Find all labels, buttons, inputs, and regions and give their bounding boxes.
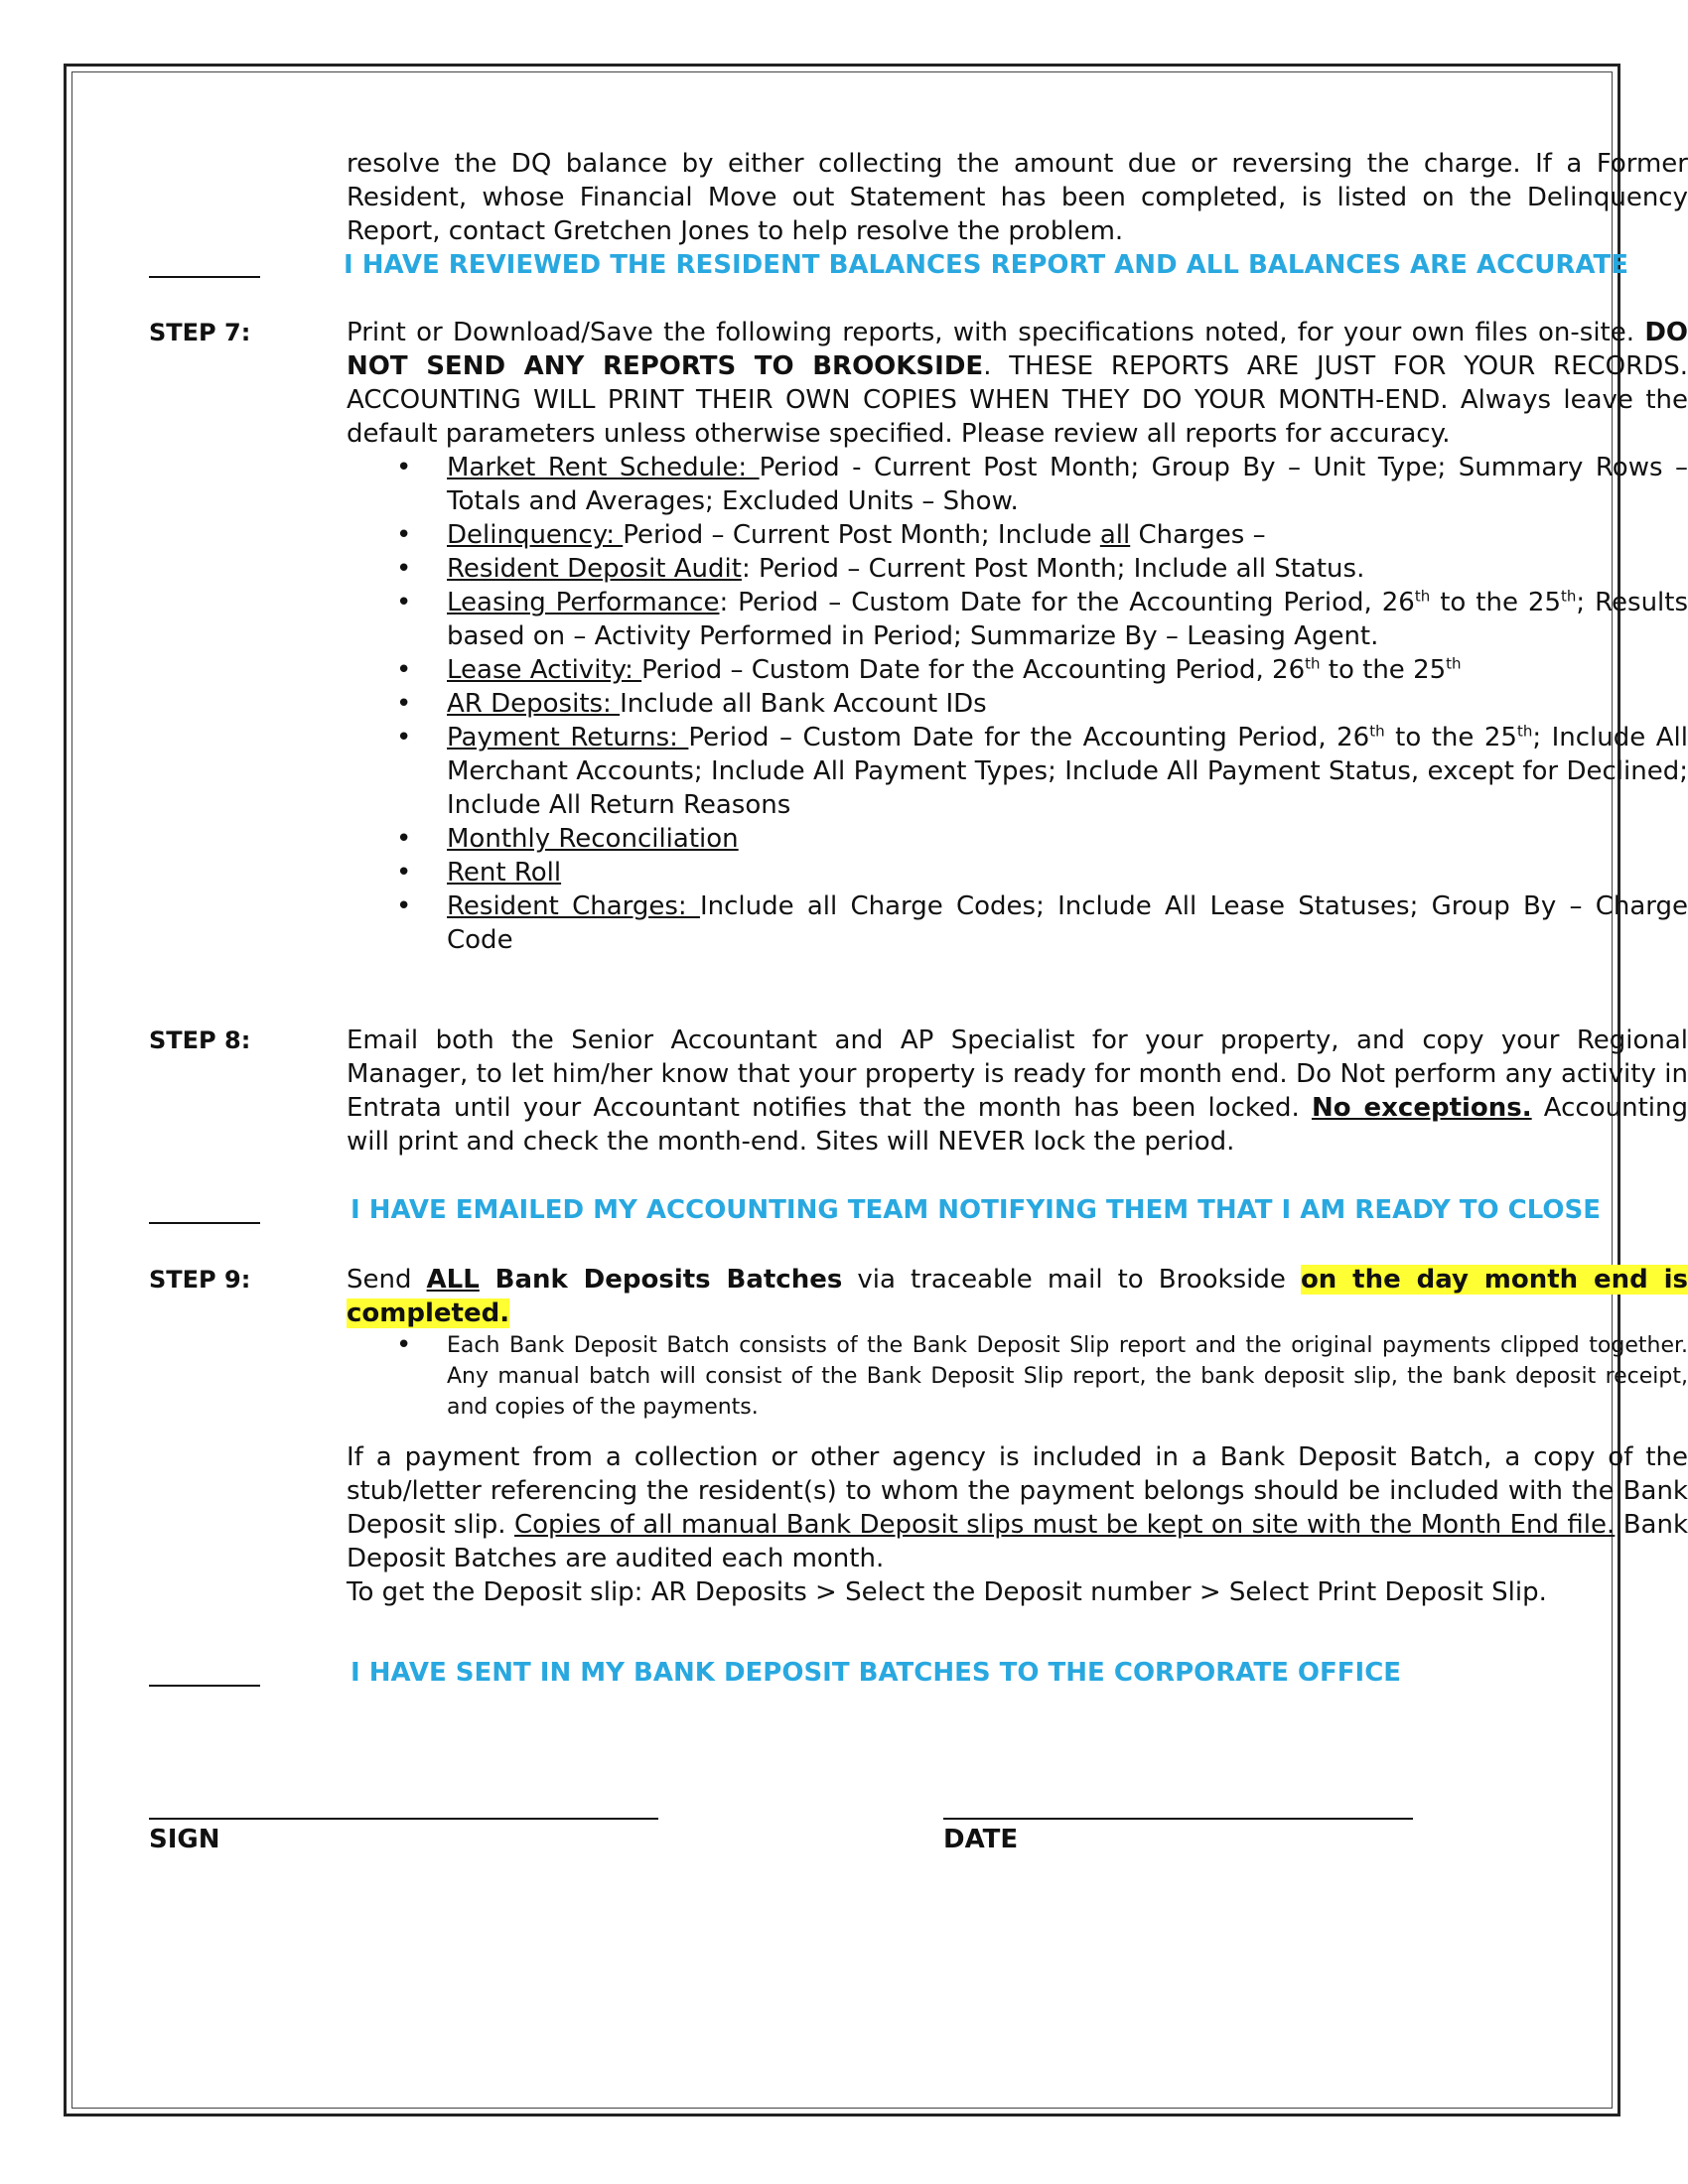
list-item: • Payment Returns: Period – Custom Date for the Accounting Period, 26th to the 25th; Include All Merchant Accounts; Include All Payment Types; Include All Payment Status, except for Declined; Include All Return Reasons: [347, 721, 1688, 822]
list-item: • Delinquency: Period – Current Post Month; Include all Charges –: [347, 518, 1688, 552]
list-item: • Lease Activity: Period – Custom Date for the Accounting Period, 26th to the 25th: [347, 653, 1688, 687]
list-item: • Each Bank Deposit Batch consists of the Bank Deposit Slip report and the original payments clipped together. Any manual batch will consist of the Bank Deposit Slip report, the bank deposit slip, the bank deposit receipt, and copies of the payments.: [347, 1330, 1688, 1423]
checkoff-blank-step8[interactable]: [149, 1222, 260, 1224]
list-item: • Monthly Reconciliation: [347, 822, 1688, 856]
step7-body: [347, 316, 1688, 957]
confirm-step9: I HAVE SENT IN MY BANK DEPOSIT BATCHES TO THE CORPORATE OFFICE: [351, 1658, 1402, 1688]
confirm-step8: I HAVE EMAILED MY ACCOUNTING TEAM NOTIFYING THEM THAT I AM READY TO CLOSE: [351, 1195, 1601, 1225]
date-line[interactable]: [943, 1818, 1413, 1820]
step9-bullets: [347, 1330, 1688, 1423]
highlighted-deadline: on the day month end is completed.: [347, 1265, 1688, 1328]
intro-paragraph: resolve the DQ balance by either collecting the amount due or reversing the charge. If a Former Resident, whose Financial Move out Statement has been completed, is listed on the Delinquency Report, contact Gretchen Jones to help resolve the problem.: [347, 149, 1688, 246]
date-label: DATE: [943, 1825, 1019, 1854]
step9-label: STEP 9:: [149, 1266, 251, 1294]
step8-label: STEP 8:: [149, 1026, 251, 1054]
report-list: [347, 451, 1688, 957]
list-item: • Resident Deposit Audit: Period – Current Post Month; Include all Status.: [347, 552, 1688, 586]
step9-body: Send ALL Bank Deposits Batches via traceable mail to Brookside on the day month end is completed. • Each Bank Deposit Batch consists of the Bank Deposit Slip report and the original payments clipped together. Any manual batch will consist of the Bank Deposit Slip report, the bank deposit slip, the bank deposit receipt, and copies of the payments. If a payment from a collection or other agency is included in a Bank Deposit Batch, a copy of the stub/letter referencing the resident(s) to whom the payment belongs should be included with the Bank Deposit slip. Copies of all manual Bank Deposit slips must be kept on site with the Month End file. Bank Deposit Batches are audited each month. To get the Deposit slip: AR Deposits > Select the Deposit number > Select Print Deposit Slip.: [347, 1263, 1688, 1609]
confirm-step6: I HAVE REVIEWED THE RESIDENT BALANCES REPORT AND ALL BALANCES ARE ACCURATE: [344, 250, 1628, 280]
list-item: • Leasing Performance: Period – Custom Date for the Accounting Period, 26th to the 25th; Results based on – Activity Performed in Period; Summarize By – Leasing Agent.: [347, 586, 1688, 653]
list-item: • Market Rent Schedule: Period - Current Post Month; Group By – Unit Type; Summary Rows – Totals and Averages; Excluded Units – Show.: [347, 451, 1688, 518]
step7-intro: Print or Download/Save the following reports, with specifications noted, for your own files on-site. DO NOT SEND ANY REPORTS TO BROOKSIDE. THESE REPORTS ARE JUST FOR YOUR RECORDS. ACCOUNTING WILL PRINT THEIR OWN COPIES WHEN THEY DO YOUR MONTH-END. Always leave the default parameters unless otherwise specified. Please review all reports for accuracy.: [347, 318, 1688, 449]
list-item: • Resident Charges: Include all Charge Codes; Include All Lease Statuses; Group By – Charge Code: [347, 889, 1688, 957]
sign-label: SIGN: [149, 1825, 220, 1854]
list-item: • Rent Roll: [347, 856, 1688, 889]
step8-body: Email both the Senior Accountant and AP Specialist for your property, and copy your Regional Manager, to let him/her know that your property is ready for month end. Do Not perform any activity in Entrata until your Accountant notifies that the month has been locked. No exceptions. Accounting will print and check the month-end. Sites will NEVER lock the period.: [347, 1025, 1688, 1157]
checkoff-blank-step6[interactable]: [149, 276, 260, 278]
sign-line[interactable]: [149, 1818, 658, 1820]
list-item: • AR Deposits: Include all Bank Account IDs: [347, 687, 1688, 721]
step7-label: STEP 7:: [149, 319, 251, 346]
checkoff-blank-step9[interactable]: [149, 1685, 260, 1687]
